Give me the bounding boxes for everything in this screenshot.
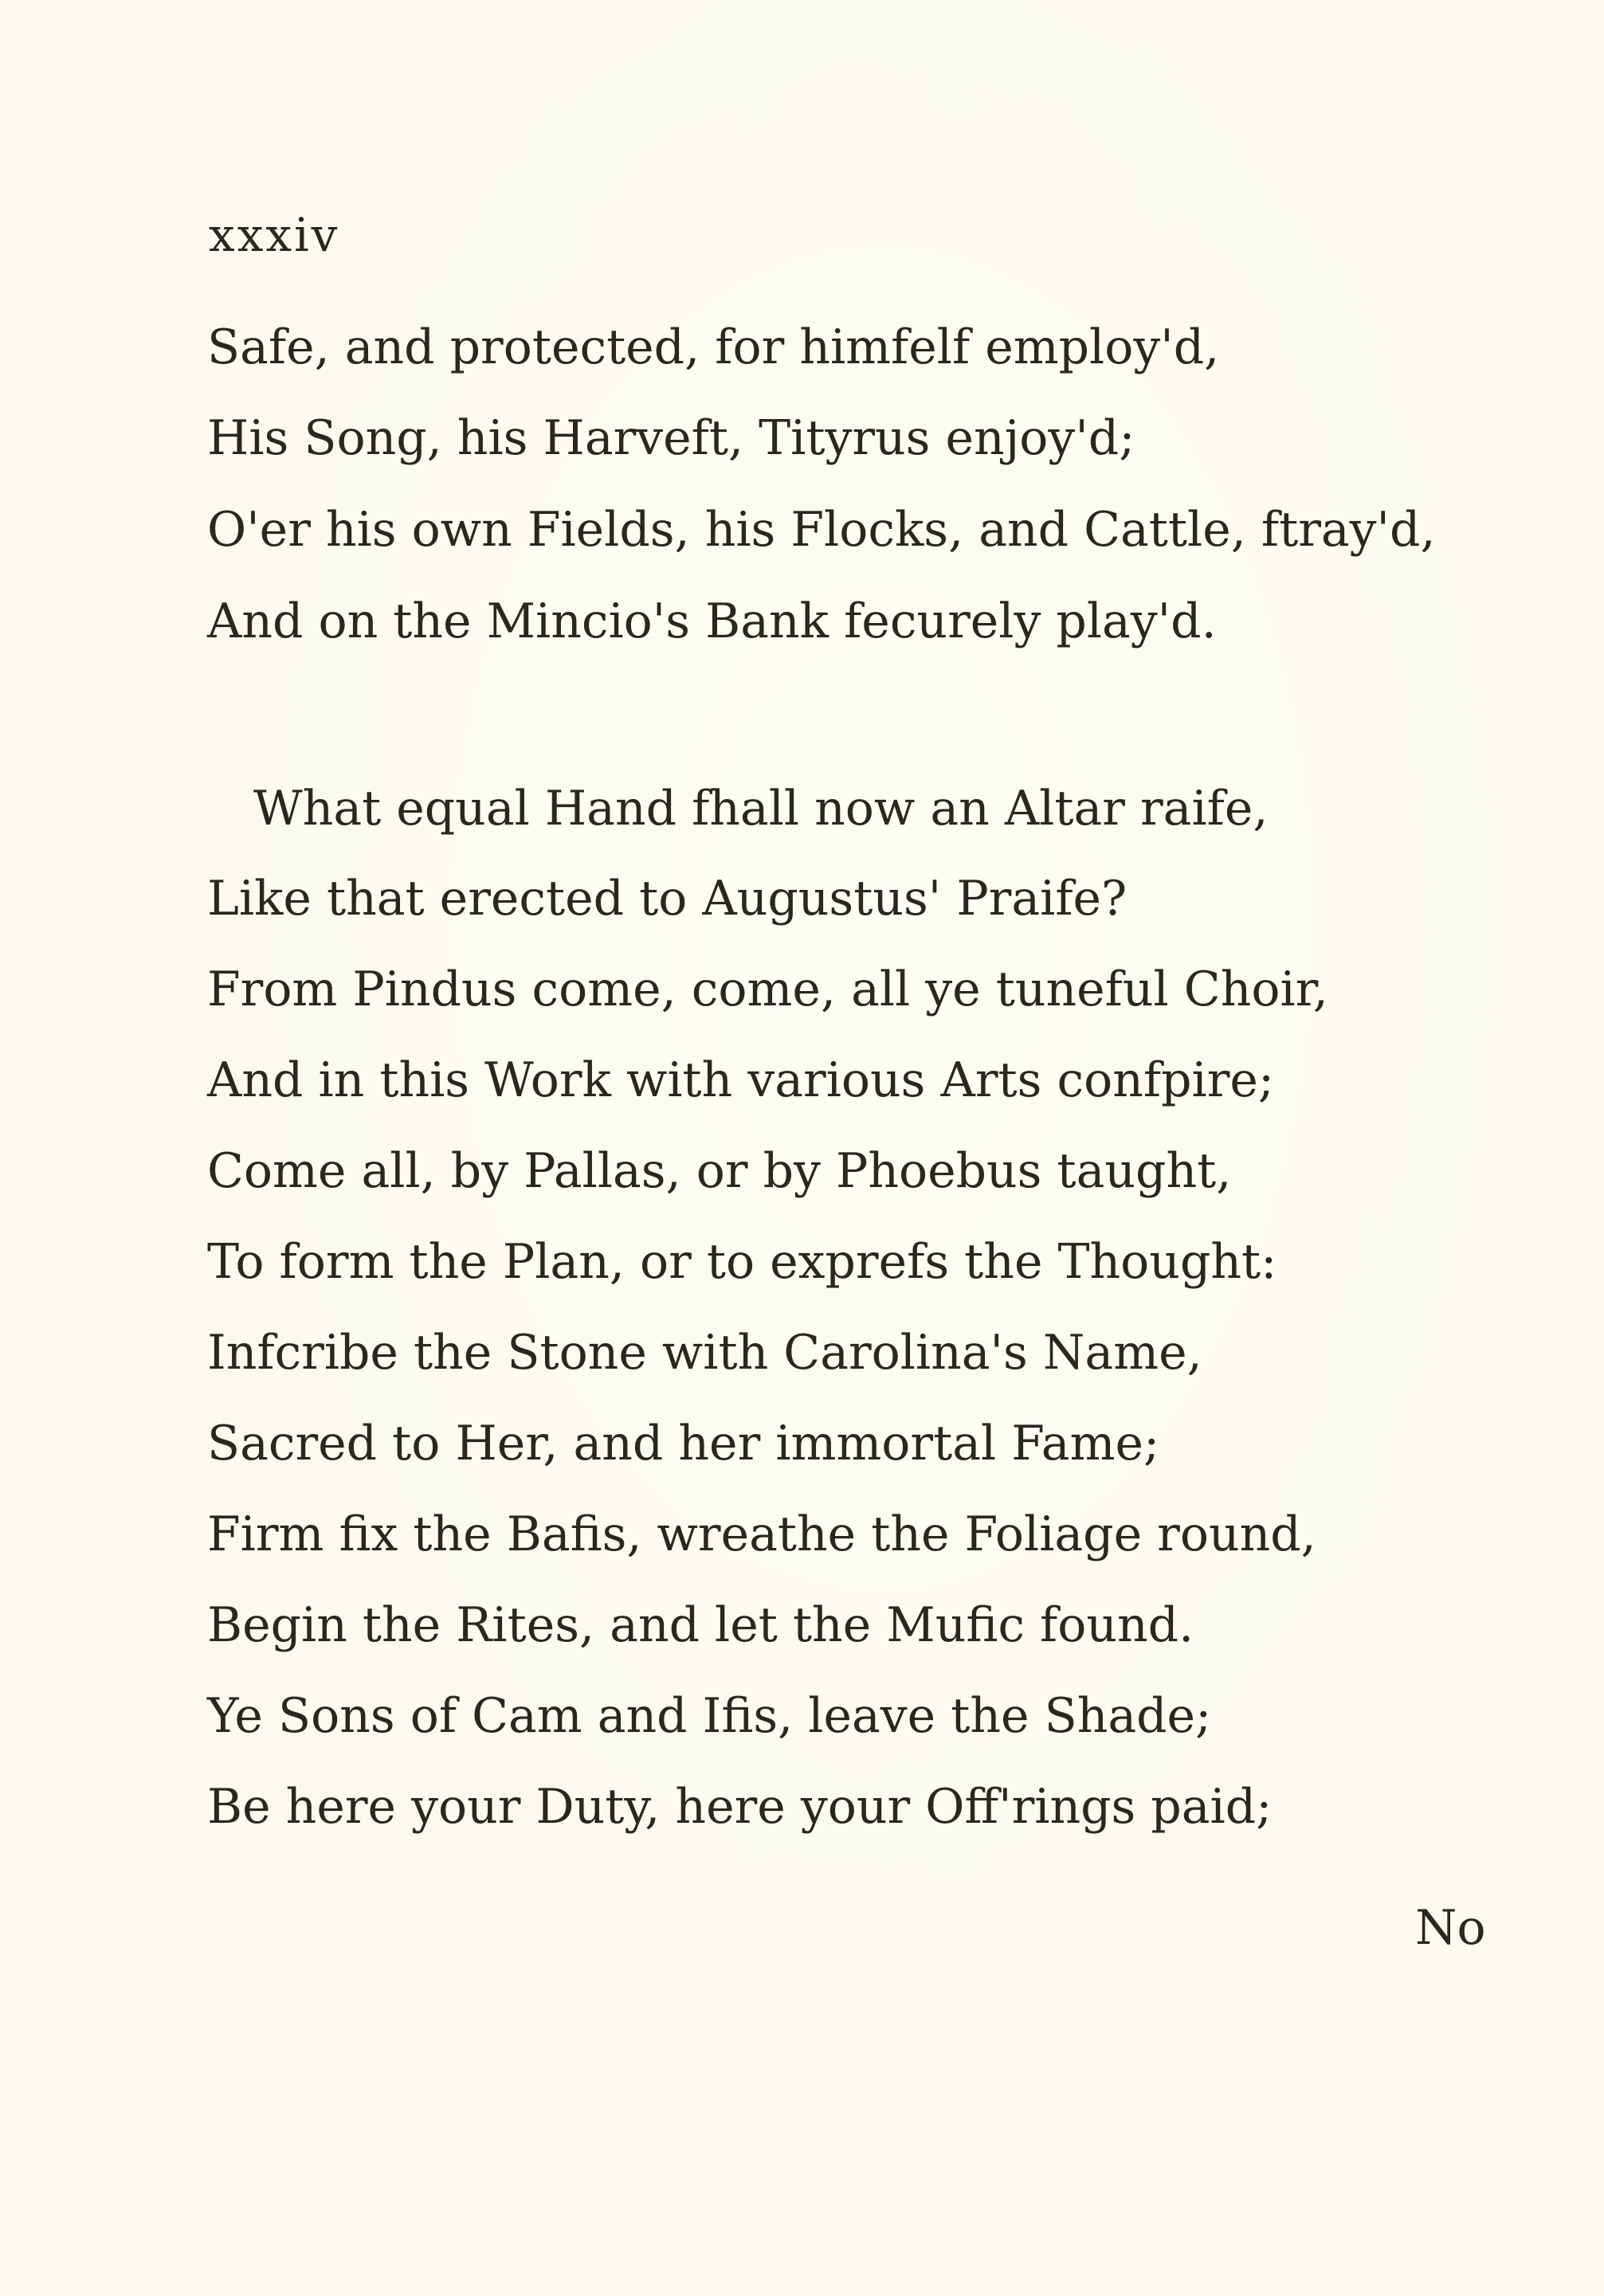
verse-line: Firm fix the Bafis, wreathe the Foliage round, [207, 1507, 1316, 1562]
verse-line: Safe, and protected, for himfelf employ'd, [207, 319, 1220, 375]
verse-line: And in this Work with various Arts confpire; [207, 1052, 1275, 1108]
verse-line: Ye Sons of Cam and Ifis, leave the Shade; [207, 1688, 1212, 1744]
verse-line: Come all, by Pallas, or by Phoebus taught, [207, 1143, 1232, 1199]
verse-line: Sacred to Her, and her immortal Fame; [207, 1416, 1160, 1471]
page-number: xxxiv [209, 208, 340, 262]
verse-line: Like that erected to Augustus' Praife? [207, 871, 1128, 927]
verse-line: And on the Mincio's Bank fecurely play'd. [207, 594, 1217, 649]
verse-line: Begin the Rites, and let the Mufic found. [207, 1597, 1194, 1653]
verse-line: Be here your Duty, here your Off'rings paid; [207, 1779, 1273, 1835]
catchword: No [1415, 1900, 1486, 1956]
verse-line: Infcribe the Stone with Carolina's Name, [207, 1325, 1202, 1381]
verse-line: O'er his own Fields, his Flocks, and Cattle, ftray'd, [207, 502, 1436, 558]
verse-line: To form the Plan, or to exprefs the Thought: [207, 1234, 1277, 1290]
verse-line: What equal Hand fhall now an Altar raife, [253, 781, 1269, 837]
verse-line: From Pindus come, come, all ye tuneful Choir, [207, 962, 1328, 1017]
verse-line: His Song, his Harveft, Tityrus enjoy'd; [207, 410, 1135, 466]
